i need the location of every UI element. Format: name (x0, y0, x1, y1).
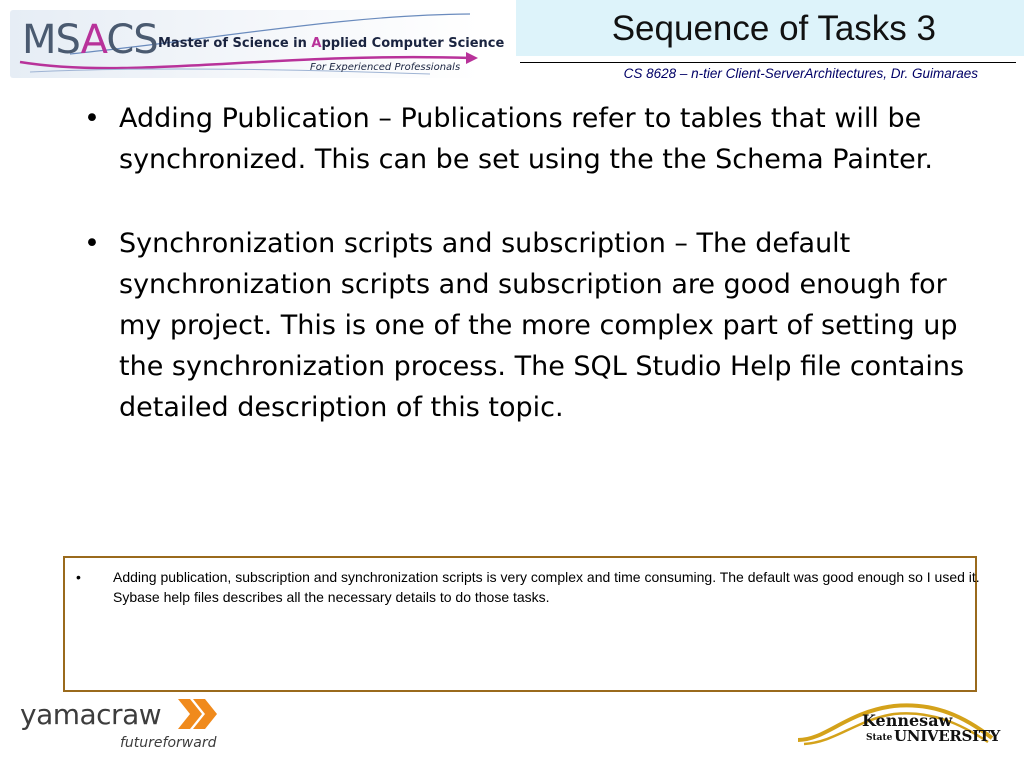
title-divider (520, 62, 1016, 63)
bullet-item (82, 98, 987, 180)
yamacraw-wordmark: yamacraw (20, 698, 162, 731)
course-subtitle: CS 8628 – n-tier Client-ServerArchitectures, Dr. Guimaraes (623, 66, 978, 81)
yamacraw-tagline: futureforward (120, 735, 217, 751)
bullet-marker: • (84, 228, 100, 259)
title-background (516, 0, 1024, 56)
logo-subtitle: Master of Science in Applied Computer Science (158, 36, 505, 51)
chevron-arrows-icon (178, 699, 218, 729)
bullet-item (82, 223, 987, 428)
ksu-name: Kennesaw (862, 711, 953, 730)
ksu-state: State (866, 733, 893, 743)
bullet-marker: • (84, 103, 100, 134)
notes-box (63, 556, 980, 692)
ksu-logo (796, 700, 1001, 750)
bullet-list (82, 98, 987, 428)
ksu-university: UNIVERSITY (894, 727, 1001, 745)
yamacraw-logo (20, 693, 230, 753)
slide-title: Sequence of Tasks 3 (611, 9, 936, 48)
notes-item (74, 567, 993, 607)
notes-text: Adding publication, subscription and synchronization scripts is very complex and time consuming. The default was good enough so I used it. Sybase help files describes all the necessary details to do those tasks. (113, 569, 980, 605)
logo-acronym: MSACS (22, 17, 158, 63)
logo-tagline: For Experienced Professionals (310, 62, 461, 73)
bullet-text: Synchronization scripts and subscription – The default synchronization scripts and subscription are good enough for my project. This is one of the more complex part of setting up the synchronization process. The SQL Studio Help file contains detailed description of this topic. (119, 228, 965, 423)
msacs-logo (10, 10, 505, 78)
bullet-text: Adding Publication – Publications refer to tables that will be synchronized. This can be set using the the Schema Painter. (119, 103, 933, 175)
notes-bullet-marker: • (76, 569, 81, 585)
